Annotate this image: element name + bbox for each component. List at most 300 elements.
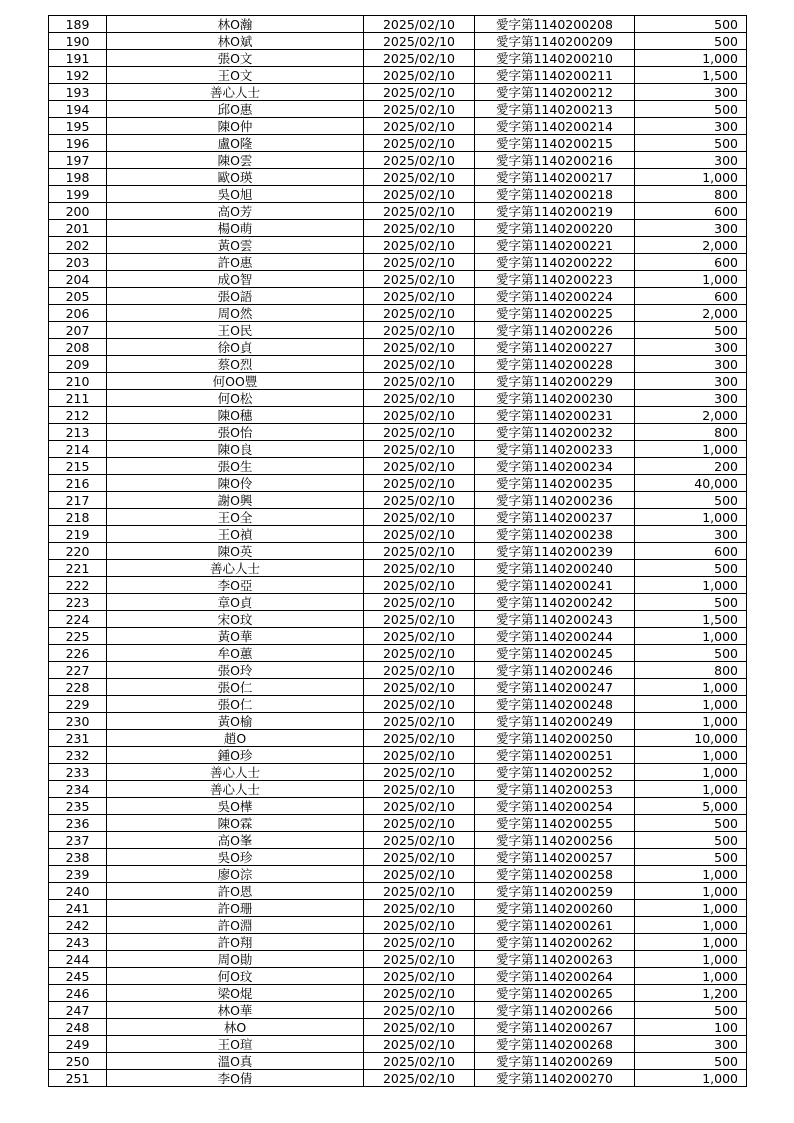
receipt-number-cell: 愛字第1140200221 bbox=[475, 237, 635, 254]
row-number-cell: 231 bbox=[49, 730, 107, 747]
amount-cell: 500 bbox=[635, 815, 747, 832]
amount-cell: 1,000 bbox=[635, 917, 747, 934]
receipt-number-cell: 愛字第1140200231 bbox=[475, 407, 635, 424]
amount-cell: 500 bbox=[635, 560, 747, 577]
row-number-cell: 225 bbox=[49, 628, 107, 645]
row-number-cell: 238 bbox=[49, 849, 107, 866]
receipt-number-cell: 愛字第1140200236 bbox=[475, 492, 635, 509]
table-row bbox=[49, 526, 747, 543]
donation-date-cell: 2025/02/10 bbox=[364, 1070, 475, 1087]
receipt-number-cell: 愛字第1140200240 bbox=[475, 560, 635, 577]
receipt-number-cell: 愛字第1140200234 bbox=[475, 458, 635, 475]
donation-date-cell: 2025/02/10 bbox=[364, 271, 475, 288]
donation-date-cell: 2025/02/10 bbox=[364, 169, 475, 186]
row-number-cell: 194 bbox=[49, 101, 107, 118]
row-number-cell: 230 bbox=[49, 713, 107, 730]
row-number-cell: 214 bbox=[49, 441, 107, 458]
amount-cell: 1,000 bbox=[635, 764, 747, 781]
amount-cell: 100 bbox=[635, 1019, 747, 1036]
table-row bbox=[49, 322, 747, 339]
donation-date-cell: 2025/02/10 bbox=[364, 254, 475, 271]
row-number-cell: 190 bbox=[49, 33, 107, 50]
donation-date-cell: 2025/02/10 bbox=[364, 186, 475, 203]
donation-date-cell: 2025/02/10 bbox=[364, 526, 475, 543]
receipt-number-cell: 愛字第1140200253 bbox=[475, 781, 635, 798]
receipt-number-cell: 愛字第1140200250 bbox=[475, 730, 635, 747]
row-number-cell: 200 bbox=[49, 203, 107, 220]
donor-name-cell: 黃O雲 bbox=[107, 237, 364, 254]
donor-name-cell: 王O文 bbox=[107, 67, 364, 84]
row-number-cell: 213 bbox=[49, 424, 107, 441]
donation-date-cell: 2025/02/10 bbox=[364, 67, 475, 84]
table-row bbox=[49, 16, 747, 33]
receipt-number-cell: 愛字第1140200233 bbox=[475, 441, 635, 458]
donor-name-cell: 陳O雲 bbox=[107, 152, 364, 169]
donor-name-cell: 廖O淙 bbox=[107, 866, 364, 883]
amount-cell: 500 bbox=[635, 594, 747, 611]
receipt-number-cell: 愛字第1140200260 bbox=[475, 900, 635, 917]
donor-name-cell: 林O瀚 bbox=[107, 16, 364, 33]
donation-date-cell: 2025/02/10 bbox=[364, 1053, 475, 1070]
table-row bbox=[49, 152, 747, 169]
donation-date-cell: 2025/02/10 bbox=[364, 985, 475, 1002]
amount-cell: 600 bbox=[635, 203, 747, 220]
table-row bbox=[49, 934, 747, 951]
receipt-number-cell: 愛字第1140200210 bbox=[475, 50, 635, 67]
donation-date-cell: 2025/02/10 bbox=[364, 135, 475, 152]
row-number-cell: 233 bbox=[49, 764, 107, 781]
donor-name-cell: 許O惠 bbox=[107, 254, 364, 271]
amount-cell: 300 bbox=[635, 356, 747, 373]
receipt-number-cell: 愛字第1140200249 bbox=[475, 713, 635, 730]
donor-name-cell: 陳O良 bbox=[107, 441, 364, 458]
table-row bbox=[49, 1002, 747, 1019]
receipt-number-cell: 愛字第1140200256 bbox=[475, 832, 635, 849]
amount-cell: 1,000 bbox=[635, 169, 747, 186]
donation-date-cell: 2025/02/10 bbox=[364, 356, 475, 373]
donation-date-cell: 2025/02/10 bbox=[364, 543, 475, 560]
table-row bbox=[49, 560, 747, 577]
donation-date-cell: 2025/02/10 bbox=[364, 1036, 475, 1053]
donor-name-cell: 王O全 bbox=[107, 509, 364, 526]
receipt-number-cell: 愛字第1140200254 bbox=[475, 798, 635, 815]
row-number-cell: 251 bbox=[49, 1070, 107, 1087]
donor-name-cell: 謝O興 bbox=[107, 492, 364, 509]
receipt-number-cell: 愛字第1140200220 bbox=[475, 220, 635, 237]
table-row bbox=[49, 424, 747, 441]
receipt-number-cell: 愛字第1140200270 bbox=[475, 1070, 635, 1087]
amount-cell: 2,000 bbox=[635, 305, 747, 322]
amount-cell: 1,000 bbox=[635, 951, 747, 968]
table-row bbox=[49, 662, 747, 679]
donation-date-cell: 2025/02/10 bbox=[364, 679, 475, 696]
receipt-number-cell: 愛字第1140200226 bbox=[475, 322, 635, 339]
table-row bbox=[49, 543, 747, 560]
receipt-number-cell: 愛字第1140200227 bbox=[475, 339, 635, 356]
row-number-cell: 196 bbox=[49, 135, 107, 152]
donation-date-cell: 2025/02/10 bbox=[364, 509, 475, 526]
amount-cell: 500 bbox=[635, 101, 747, 118]
donation-date-cell: 2025/02/10 bbox=[364, 798, 475, 815]
table-row bbox=[49, 169, 747, 186]
donation-date-cell: 2025/02/10 bbox=[364, 118, 475, 135]
row-number-cell: 219 bbox=[49, 526, 107, 543]
row-number-cell: 227 bbox=[49, 662, 107, 679]
receipt-number-cell: 愛字第1140200267 bbox=[475, 1019, 635, 1036]
table-row bbox=[49, 764, 747, 781]
table-row bbox=[49, 220, 747, 237]
receipt-number-cell: 愛字第1140200268 bbox=[475, 1036, 635, 1053]
receipt-number-cell: 愛字第1140200239 bbox=[475, 543, 635, 560]
amount-cell: 800 bbox=[635, 424, 747, 441]
donation-table bbox=[48, 15, 747, 1087]
donation-date-cell: 2025/02/10 bbox=[364, 560, 475, 577]
row-number-cell: 236 bbox=[49, 815, 107, 832]
donation-date-cell: 2025/02/10 bbox=[364, 1002, 475, 1019]
donation-date-cell: 2025/02/10 bbox=[364, 50, 475, 67]
donation-date-cell: 2025/02/10 bbox=[364, 16, 475, 33]
receipt-number-cell: 愛字第1140200252 bbox=[475, 764, 635, 781]
receipt-number-cell: 愛字第1140200228 bbox=[475, 356, 635, 373]
donor-name-cell: 歐O瑛 bbox=[107, 169, 364, 186]
donation-date-cell: 2025/02/10 bbox=[364, 152, 475, 169]
donor-name-cell: 許O恩 bbox=[107, 883, 364, 900]
donor-name-cell: 牟O蕙 bbox=[107, 645, 364, 662]
row-number-cell: 209 bbox=[49, 356, 107, 373]
donor-name-cell: 張O生 bbox=[107, 458, 364, 475]
table-row bbox=[49, 339, 747, 356]
row-number-cell: 218 bbox=[49, 509, 107, 526]
donor-name-cell: 林O華 bbox=[107, 1002, 364, 1019]
row-number-cell: 232 bbox=[49, 747, 107, 764]
receipt-number-cell: 愛字第1140200216 bbox=[475, 152, 635, 169]
table-row bbox=[49, 84, 747, 101]
receipt-number-cell: 愛字第1140200246 bbox=[475, 662, 635, 679]
receipt-number-cell: 愛字第1140200243 bbox=[475, 611, 635, 628]
table-row bbox=[49, 815, 747, 832]
receipt-number-cell: 愛字第1140200266 bbox=[475, 1002, 635, 1019]
donor-name-cell: 許O珊 bbox=[107, 900, 364, 917]
donation-date-cell: 2025/02/10 bbox=[364, 934, 475, 951]
receipt-number-cell: 愛字第1140200219 bbox=[475, 203, 635, 220]
donor-name-cell: 善心人士 bbox=[107, 84, 364, 101]
table-row bbox=[49, 968, 747, 985]
row-number-cell: 222 bbox=[49, 577, 107, 594]
amount-cell: 1,000 bbox=[635, 900, 747, 917]
donation-date-cell: 2025/02/10 bbox=[364, 237, 475, 254]
amount-cell: 2,000 bbox=[635, 407, 747, 424]
donor-name-cell: 張O仁 bbox=[107, 679, 364, 696]
donor-name-cell: 林O bbox=[107, 1019, 364, 1036]
amount-cell: 1,500 bbox=[635, 611, 747, 628]
donation-date-cell: 2025/02/10 bbox=[364, 713, 475, 730]
donor-name-cell: 吳O旭 bbox=[107, 186, 364, 203]
table-row bbox=[49, 33, 747, 50]
row-number-cell: 220 bbox=[49, 543, 107, 560]
receipt-number-cell: 愛字第1140200222 bbox=[475, 254, 635, 271]
amount-cell: 300 bbox=[635, 1036, 747, 1053]
table-row bbox=[49, 951, 747, 968]
amount-cell: 500 bbox=[635, 135, 747, 152]
receipt-number-cell: 愛字第1140200211 bbox=[475, 67, 635, 84]
amount-cell: 500 bbox=[635, 322, 747, 339]
donor-name-cell: 高O峯 bbox=[107, 832, 364, 849]
donation-date-cell: 2025/02/10 bbox=[364, 390, 475, 407]
donation-date-cell: 2025/02/10 bbox=[364, 883, 475, 900]
row-number-cell: 212 bbox=[49, 407, 107, 424]
table-row bbox=[49, 356, 747, 373]
donation-date-cell: 2025/02/10 bbox=[364, 220, 475, 237]
donor-name-cell: 何O玟 bbox=[107, 968, 364, 985]
donation-date-cell: 2025/02/10 bbox=[364, 339, 475, 356]
donor-name-cell: 張O仁 bbox=[107, 696, 364, 713]
receipt-number-cell: 愛字第1140200212 bbox=[475, 84, 635, 101]
receipt-number-cell: 愛字第1140200259 bbox=[475, 883, 635, 900]
donation-table-body bbox=[49, 16, 747, 1087]
table-row bbox=[49, 407, 747, 424]
donor-name-cell: 楊O萌 bbox=[107, 220, 364, 237]
donation-date-cell: 2025/02/10 bbox=[364, 781, 475, 798]
receipt-number-cell: 愛字第1140200209 bbox=[475, 33, 635, 50]
amount-cell: 600 bbox=[635, 543, 747, 560]
receipt-number-cell: 愛字第1140200261 bbox=[475, 917, 635, 934]
amount-cell: 1,000 bbox=[635, 968, 747, 985]
receipt-number-cell: 愛字第1140200265 bbox=[475, 985, 635, 1002]
donor-name-cell: 鍾O珍 bbox=[107, 747, 364, 764]
table-row bbox=[49, 1036, 747, 1053]
table-row bbox=[49, 390, 747, 407]
amount-cell: 300 bbox=[635, 220, 747, 237]
row-number-cell: 223 bbox=[49, 594, 107, 611]
row-number-cell: 202 bbox=[49, 237, 107, 254]
amount-cell: 600 bbox=[635, 254, 747, 271]
row-number-cell: 228 bbox=[49, 679, 107, 696]
amount-cell: 1,000 bbox=[635, 883, 747, 900]
receipt-number-cell: 愛字第1140200247 bbox=[475, 679, 635, 696]
receipt-number-cell: 愛字第1140200223 bbox=[475, 271, 635, 288]
receipt-number-cell: 愛字第1140200257 bbox=[475, 849, 635, 866]
row-number-cell: 192 bbox=[49, 67, 107, 84]
table-row bbox=[49, 458, 747, 475]
table-row bbox=[49, 696, 747, 713]
table-row bbox=[49, 1070, 747, 1087]
table-row bbox=[49, 985, 747, 1002]
amount-cell: 500 bbox=[635, 492, 747, 509]
donor-name-cell: 王O禎 bbox=[107, 526, 364, 543]
donor-name-cell: 何OO豐 bbox=[107, 373, 364, 390]
row-number-cell: 210 bbox=[49, 373, 107, 390]
receipt-number-cell: 愛字第1140200244 bbox=[475, 628, 635, 645]
donor-name-cell: 李O倩 bbox=[107, 1070, 364, 1087]
donation-date-cell: 2025/02/10 bbox=[364, 577, 475, 594]
table-row bbox=[49, 305, 747, 322]
amount-cell: 10,000 bbox=[635, 730, 747, 747]
donation-date-cell: 2025/02/10 bbox=[364, 832, 475, 849]
table-row bbox=[49, 288, 747, 305]
donor-name-cell: 何O松 bbox=[107, 390, 364, 407]
table-row bbox=[49, 118, 747, 135]
amount-cell: 1,000 bbox=[635, 441, 747, 458]
row-number-cell: 221 bbox=[49, 560, 107, 577]
donation-date-cell: 2025/02/10 bbox=[364, 730, 475, 747]
row-number-cell: 201 bbox=[49, 220, 107, 237]
row-number-cell: 207 bbox=[49, 322, 107, 339]
amount-cell: 200 bbox=[635, 458, 747, 475]
receipt-number-cell: 愛字第1140200237 bbox=[475, 509, 635, 526]
row-number-cell: 249 bbox=[49, 1036, 107, 1053]
donation-date-cell: 2025/02/10 bbox=[364, 645, 475, 662]
receipt-number-cell: 愛字第1140200217 bbox=[475, 169, 635, 186]
donation-date-cell: 2025/02/10 bbox=[364, 594, 475, 611]
receipt-number-cell: 愛字第1140200214 bbox=[475, 118, 635, 135]
amount-cell: 1,000 bbox=[635, 713, 747, 730]
amount-cell: 300 bbox=[635, 526, 747, 543]
donor-name-cell: 蔡O烈 bbox=[107, 356, 364, 373]
amount-cell: 1,000 bbox=[635, 679, 747, 696]
receipt-number-cell: 愛字第1140200241 bbox=[475, 577, 635, 594]
donation-date-cell: 2025/02/10 bbox=[364, 662, 475, 679]
donation-date-cell: 2025/02/10 bbox=[364, 475, 475, 492]
donor-name-cell: 梁O焜 bbox=[107, 985, 364, 1002]
amount-cell: 500 bbox=[635, 849, 747, 866]
amount-cell: 500 bbox=[635, 1002, 747, 1019]
table-row bbox=[49, 101, 747, 118]
donor-name-cell: 徐O貞 bbox=[107, 339, 364, 356]
table-row bbox=[49, 509, 747, 526]
donation-date-cell: 2025/02/10 bbox=[364, 866, 475, 883]
row-number-cell: 211 bbox=[49, 390, 107, 407]
table-row bbox=[49, 203, 747, 220]
table-row bbox=[49, 747, 747, 764]
table-row bbox=[49, 645, 747, 662]
row-number-cell: 248 bbox=[49, 1019, 107, 1036]
receipt-number-cell: 愛字第1140200245 bbox=[475, 645, 635, 662]
donation-date-cell: 2025/02/10 bbox=[364, 458, 475, 475]
row-number-cell: 193 bbox=[49, 84, 107, 101]
table-row bbox=[49, 713, 747, 730]
donor-name-cell: 邱O惠 bbox=[107, 101, 364, 118]
row-number-cell: 240 bbox=[49, 883, 107, 900]
receipt-number-cell: 愛字第1140200269 bbox=[475, 1053, 635, 1070]
amount-cell: 1,000 bbox=[635, 1070, 747, 1087]
receipt-number-cell: 愛字第1140200232 bbox=[475, 424, 635, 441]
table-row bbox=[49, 135, 747, 152]
donation-date-cell: 2025/02/10 bbox=[364, 764, 475, 781]
donation-date-cell: 2025/02/10 bbox=[364, 951, 475, 968]
donor-name-cell: 成O智 bbox=[107, 271, 364, 288]
donation-date-cell: 2025/02/10 bbox=[364, 288, 475, 305]
receipt-number-cell: 愛字第1140200263 bbox=[475, 951, 635, 968]
receipt-number-cell: 愛字第1140200248 bbox=[475, 696, 635, 713]
donation-date-cell: 2025/02/10 bbox=[364, 101, 475, 118]
donor-name-cell: 善心人士 bbox=[107, 560, 364, 577]
table-row bbox=[49, 271, 747, 288]
donation-date-cell: 2025/02/10 bbox=[364, 407, 475, 424]
row-number-cell: 246 bbox=[49, 985, 107, 1002]
donation-date-cell: 2025/02/10 bbox=[364, 815, 475, 832]
row-number-cell: 205 bbox=[49, 288, 107, 305]
donor-name-cell: 王O民 bbox=[107, 322, 364, 339]
table-row bbox=[49, 883, 747, 900]
row-number-cell: 243 bbox=[49, 934, 107, 951]
donor-name-cell: 李O亞 bbox=[107, 577, 364, 594]
table-row bbox=[49, 441, 747, 458]
donation-date-cell: 2025/02/10 bbox=[364, 492, 475, 509]
row-number-cell: 206 bbox=[49, 305, 107, 322]
donor-name-cell: 周O勛 bbox=[107, 951, 364, 968]
table-row bbox=[49, 849, 747, 866]
donor-name-cell: 善心人士 bbox=[107, 764, 364, 781]
row-number-cell: 237 bbox=[49, 832, 107, 849]
amount-cell: 800 bbox=[635, 186, 747, 203]
donor-name-cell: 陳O伶 bbox=[107, 475, 364, 492]
donation-date-cell: 2025/02/10 bbox=[364, 424, 475, 441]
row-number-cell: 204 bbox=[49, 271, 107, 288]
table-row bbox=[49, 679, 747, 696]
receipt-number-cell: 愛字第1140200224 bbox=[475, 288, 635, 305]
donation-date-cell: 2025/02/10 bbox=[364, 849, 475, 866]
receipt-number-cell: 愛字第1140200215 bbox=[475, 135, 635, 152]
donor-name-cell: 張O文 bbox=[107, 50, 364, 67]
amount-cell: 1,000 bbox=[635, 628, 747, 645]
table-row bbox=[49, 577, 747, 594]
donor-name-cell: 吳O珍 bbox=[107, 849, 364, 866]
amount-cell: 40,000 bbox=[635, 475, 747, 492]
table-row bbox=[49, 781, 747, 798]
donor-name-cell: 宋O玟 bbox=[107, 611, 364, 628]
amount-cell: 300 bbox=[635, 373, 747, 390]
table-row bbox=[49, 798, 747, 815]
table-row bbox=[49, 628, 747, 645]
amount-cell: 1,200 bbox=[635, 985, 747, 1002]
table-row bbox=[49, 1053, 747, 1070]
donor-name-cell: 高O芳 bbox=[107, 203, 364, 220]
table-row bbox=[49, 611, 747, 628]
amount-cell: 5,000 bbox=[635, 798, 747, 815]
donor-name-cell: 周O然 bbox=[107, 305, 364, 322]
receipt-number-cell: 愛字第1140200229 bbox=[475, 373, 635, 390]
amount-cell: 500 bbox=[635, 832, 747, 849]
donor-name-cell: 張O語 bbox=[107, 288, 364, 305]
donation-date-cell: 2025/02/10 bbox=[364, 747, 475, 764]
donor-name-cell: 陳O仲 bbox=[107, 118, 364, 135]
receipt-number-cell: 愛字第1140200255 bbox=[475, 815, 635, 832]
donation-date-cell: 2025/02/10 bbox=[364, 33, 475, 50]
receipt-number-cell: 愛字第1140200230 bbox=[475, 390, 635, 407]
donor-name-cell: 許O翔 bbox=[107, 934, 364, 951]
row-number-cell: 191 bbox=[49, 50, 107, 67]
donor-name-cell: 溫O真 bbox=[107, 1053, 364, 1070]
row-number-cell: 242 bbox=[49, 917, 107, 934]
table-row bbox=[49, 50, 747, 67]
row-number-cell: 195 bbox=[49, 118, 107, 135]
table-row bbox=[49, 237, 747, 254]
receipt-number-cell: 愛字第1140200242 bbox=[475, 594, 635, 611]
amount-cell: 300 bbox=[635, 118, 747, 135]
amount-cell: 1,000 bbox=[635, 934, 747, 951]
donor-name-cell: 許O淵 bbox=[107, 917, 364, 934]
row-number-cell: 216 bbox=[49, 475, 107, 492]
row-number-cell: 239 bbox=[49, 866, 107, 883]
donor-name-cell: 張O玲 bbox=[107, 662, 364, 679]
donor-name-cell: 善心人士 bbox=[107, 781, 364, 798]
donor-name-cell: 林O斌 bbox=[107, 33, 364, 50]
row-number-cell: 189 bbox=[49, 16, 107, 33]
table-row bbox=[49, 492, 747, 509]
row-number-cell: 217 bbox=[49, 492, 107, 509]
donation-date-cell: 2025/02/10 bbox=[364, 84, 475, 101]
donor-name-cell: 盧O隆 bbox=[107, 135, 364, 152]
